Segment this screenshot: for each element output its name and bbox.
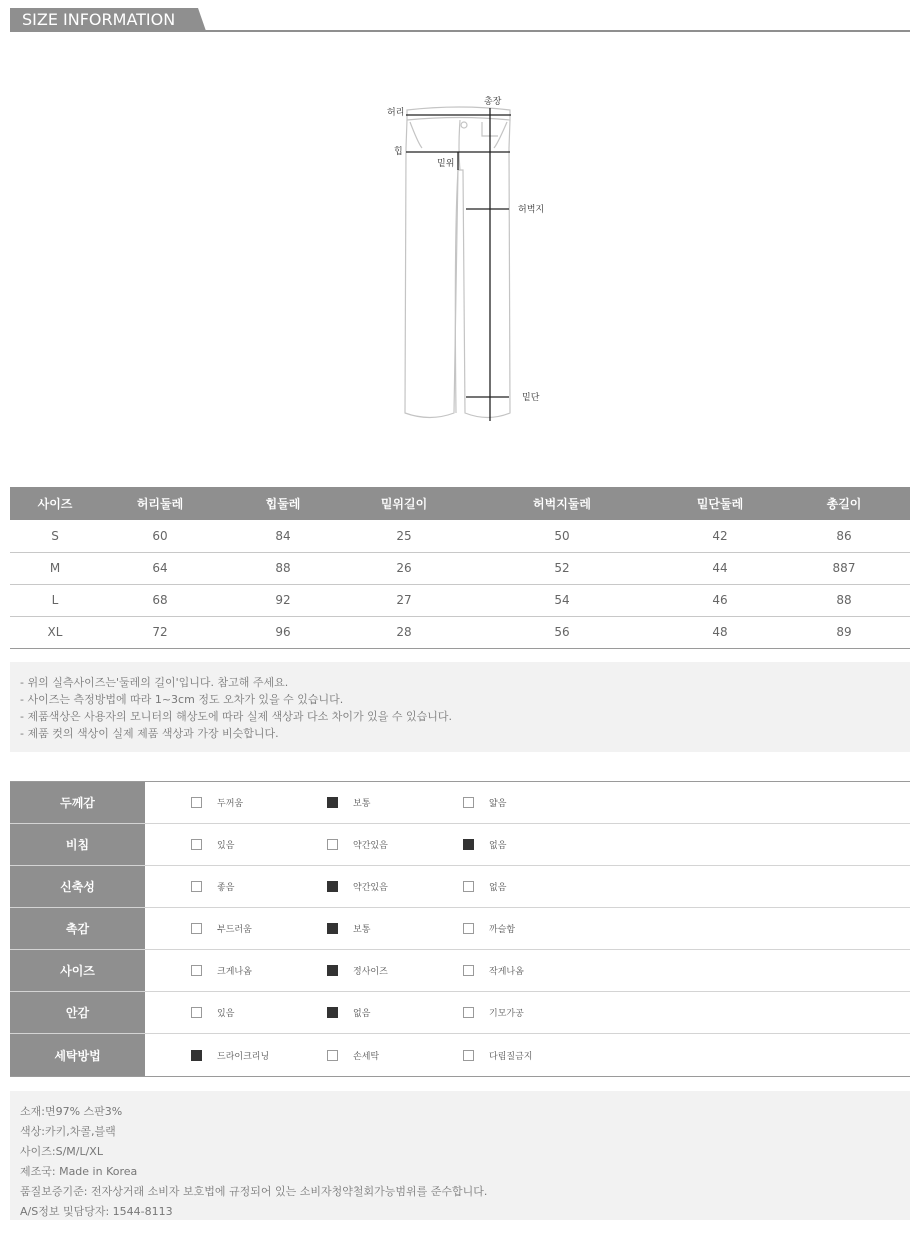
attribute-row: [10, 782, 910, 824]
attribute-option-label: 까슬함: [489, 925, 516, 935]
attribute-option-label: 약간있음: [353, 841, 388, 851]
unchecked-box-icon: [327, 1050, 338, 1061]
attribute-option: [191, 866, 234, 907]
attribute-option: [463, 782, 506, 823]
table-cell: 86: [778, 520, 910, 552]
table-cell: 52: [462, 552, 662, 584]
table-cell: 89: [778, 616, 910, 648]
attribute-option: [327, 782, 370, 823]
attribute-option-label: 없음: [489, 883, 507, 893]
product-info: [10, 1091, 910, 1220]
attribute-option-label: 없음: [489, 841, 507, 851]
info-line: 소재:면97% 스판3%: [20, 1105, 123, 1118]
attribute-option: [191, 950, 252, 991]
attribute-option: [463, 866, 506, 907]
label-total-length: 총장: [484, 97, 502, 107]
table-cell: 25: [346, 520, 462, 552]
col-header: 사이즈: [10, 487, 100, 520]
attribute-option: [463, 992, 524, 1033]
checked-box-icon: [327, 1007, 338, 1018]
col-header: 힙둘레: [220, 487, 346, 520]
table-row: [10, 552, 910, 584]
col-header: 밑단둘레: [662, 487, 778, 520]
checked-box-icon: [327, 881, 338, 892]
pants-size-diagram: [370, 88, 560, 428]
unchecked-box-icon: [327, 839, 338, 850]
attribute-option-label: 크게나옴: [217, 967, 252, 977]
table-cell: 88: [778, 584, 910, 616]
unchecked-box-icon: [191, 965, 202, 976]
unchecked-box-icon: [191, 881, 202, 892]
attribute-option: [327, 950, 388, 991]
attribute-option: [463, 1034, 532, 1076]
label-hem: 밑단: [522, 393, 540, 403]
label-waist: 허리: [387, 108, 405, 118]
table-cell: S: [10, 520, 100, 552]
attribute-label: 안감: [10, 992, 145, 1033]
table-cell: XL: [10, 616, 100, 648]
unchecked-box-icon: [463, 797, 474, 808]
unchecked-box-icon: [463, 965, 474, 976]
unchecked-box-icon: [191, 839, 202, 850]
attribute-option-label: 보통: [353, 799, 371, 809]
attribute-row: [10, 908, 910, 950]
attribute-option-label: 좋음: [217, 883, 235, 893]
attribute-label: 촉감: [10, 908, 145, 949]
unchecked-box-icon: [463, 923, 474, 934]
checked-box-icon: [327, 923, 338, 934]
attribute-row: [10, 866, 910, 908]
table-cell: 54: [462, 584, 662, 616]
attribute-label: 비침: [10, 824, 145, 865]
attribute-row: [10, 824, 910, 866]
unchecked-box-icon: [463, 1050, 474, 1061]
attribute-option-label: 다림질금지: [489, 1051, 533, 1062]
attribute-option: [191, 824, 234, 865]
table-cell: L: [10, 584, 100, 616]
attribute-option-label: 없음: [353, 1009, 371, 1019]
label-thigh: 허벅지: [518, 205, 545, 215]
unchecked-box-icon: [463, 881, 474, 892]
attribute-option: [327, 1034, 379, 1076]
attribute-option: [191, 1034, 269, 1076]
table-cell: 64: [100, 552, 220, 584]
attribute-option-label: 작게나옴: [489, 967, 524, 977]
size-table: [10, 487, 910, 649]
table-cell: 56: [462, 616, 662, 648]
note-line: - 위의 실측사이즈는'둘레의 길이'입니다. 참고해 주세요.: [20, 676, 289, 689]
checked-box-icon: [191, 1050, 202, 1061]
attribute-option: [463, 824, 506, 865]
table-cell: 27: [346, 584, 462, 616]
table-cell: 88: [220, 552, 346, 584]
attribute-row: [10, 950, 910, 992]
unchecked-box-icon: [463, 1007, 474, 1018]
attribute-option: [327, 992, 370, 1033]
table-cell: 887: [778, 552, 910, 584]
table-cell: 44: [662, 552, 778, 584]
attribute-row: [10, 1034, 910, 1076]
checked-box-icon: [327, 965, 338, 976]
attribute-option: [191, 782, 243, 823]
col-header: 밑위길이: [346, 487, 462, 520]
section-header: [10, 8, 910, 32]
table-cell: 72: [100, 616, 220, 648]
attribute-option: [463, 908, 515, 949]
label-hip: 힙: [394, 147, 403, 157]
col-header: 허벅지둘레: [462, 487, 662, 520]
table-cell: 68: [100, 584, 220, 616]
attribute-option-label: 있음: [217, 841, 235, 851]
col-header: 총길이: [778, 487, 910, 520]
info-line: 사이즈:S/M/L/XL: [20, 1145, 103, 1158]
attribute-option: [191, 908, 252, 949]
attribute-option-label: 얇음: [489, 799, 507, 809]
measure-lines: [406, 108, 511, 421]
table-row: [10, 616, 910, 648]
attribute-option-label: 보통: [353, 925, 371, 935]
attribute-option-label: 손세탁: [353, 1051, 380, 1062]
table-cell: 42: [662, 520, 778, 552]
product-attributes-table: [10, 781, 910, 1077]
note-line: - 제품 컷의 색상이 실제 제품 색상과 가장 비슷합니다.: [20, 727, 279, 740]
table-cell: 46: [662, 584, 778, 616]
info-line: 색상:카키,차콜,블랙: [20, 1125, 116, 1138]
table-cell: 92: [220, 584, 346, 616]
note-line: - 사이즈는 측정방법에 따라 1~3cm 정도 오차가 있을 수 있습니다.: [20, 693, 344, 706]
attribute-option: [191, 992, 234, 1033]
table-cell: 48: [662, 616, 778, 648]
attribute-option: [327, 866, 388, 907]
attribute-label: 두께감: [10, 782, 145, 823]
unchecked-box-icon: [191, 797, 202, 808]
attribute-option-label: 부드러움: [217, 925, 252, 935]
header-divider: [10, 30, 910, 32]
section-title: SIZE INFORMATION: [22, 10, 176, 29]
attribute-option-label: 약간있음: [353, 883, 388, 893]
attribute-option: [327, 824, 388, 865]
size-table-header-row: [10, 487, 910, 520]
attribute-label: 신축성: [10, 866, 145, 907]
size-notes: [10, 662, 910, 752]
attribute-label: 사이즈: [10, 950, 145, 991]
unchecked-box-icon: [191, 1007, 202, 1018]
table-cell: 50: [462, 520, 662, 552]
info-line: 품질보증기준: 전자상거래 소비자 보호법에 규정되어 있는 소비자청약철회가능범위를 준수합니다.: [20, 1185, 488, 1198]
attribute-option-label: 두꺼움: [217, 799, 244, 809]
checked-box-icon: [327, 797, 338, 808]
table-cell: 96: [220, 616, 346, 648]
table-cell: 28: [346, 616, 462, 648]
attribute-option-label: 정사이즈: [353, 967, 388, 977]
attribute-row: [10, 992, 910, 1034]
info-line: 제조국: Made in Korea: [20, 1165, 138, 1178]
unchecked-box-icon: [191, 923, 202, 934]
table-cell: 84: [220, 520, 346, 552]
attribute-option: [327, 908, 370, 949]
table-cell: 60: [100, 520, 220, 552]
attribute-option: [463, 950, 524, 991]
attribute-option-label: 기모가공: [489, 1009, 524, 1019]
checked-box-icon: [463, 839, 474, 850]
label-rise: 밑위: [437, 159, 455, 169]
attribute-option-label: 있음: [217, 1009, 235, 1019]
attribute-label: 세탁방법: [10, 1034, 145, 1076]
note-line: - 제품색상은 사용자의 모니터의 해상도에 따라 실제 색상과 다소 차이가 있을 수 있습니다.: [20, 710, 452, 723]
table-cell: M: [10, 552, 100, 584]
attribute-option-label: 드라이크리닝: [217, 1051, 270, 1062]
table-cell: 26: [346, 552, 462, 584]
table-row: [10, 520, 910, 552]
info-line: A/S정보 및담당자: 1544-8113: [20, 1205, 173, 1218]
table-row: [10, 584, 910, 616]
col-header: 허리둘레: [100, 487, 220, 520]
